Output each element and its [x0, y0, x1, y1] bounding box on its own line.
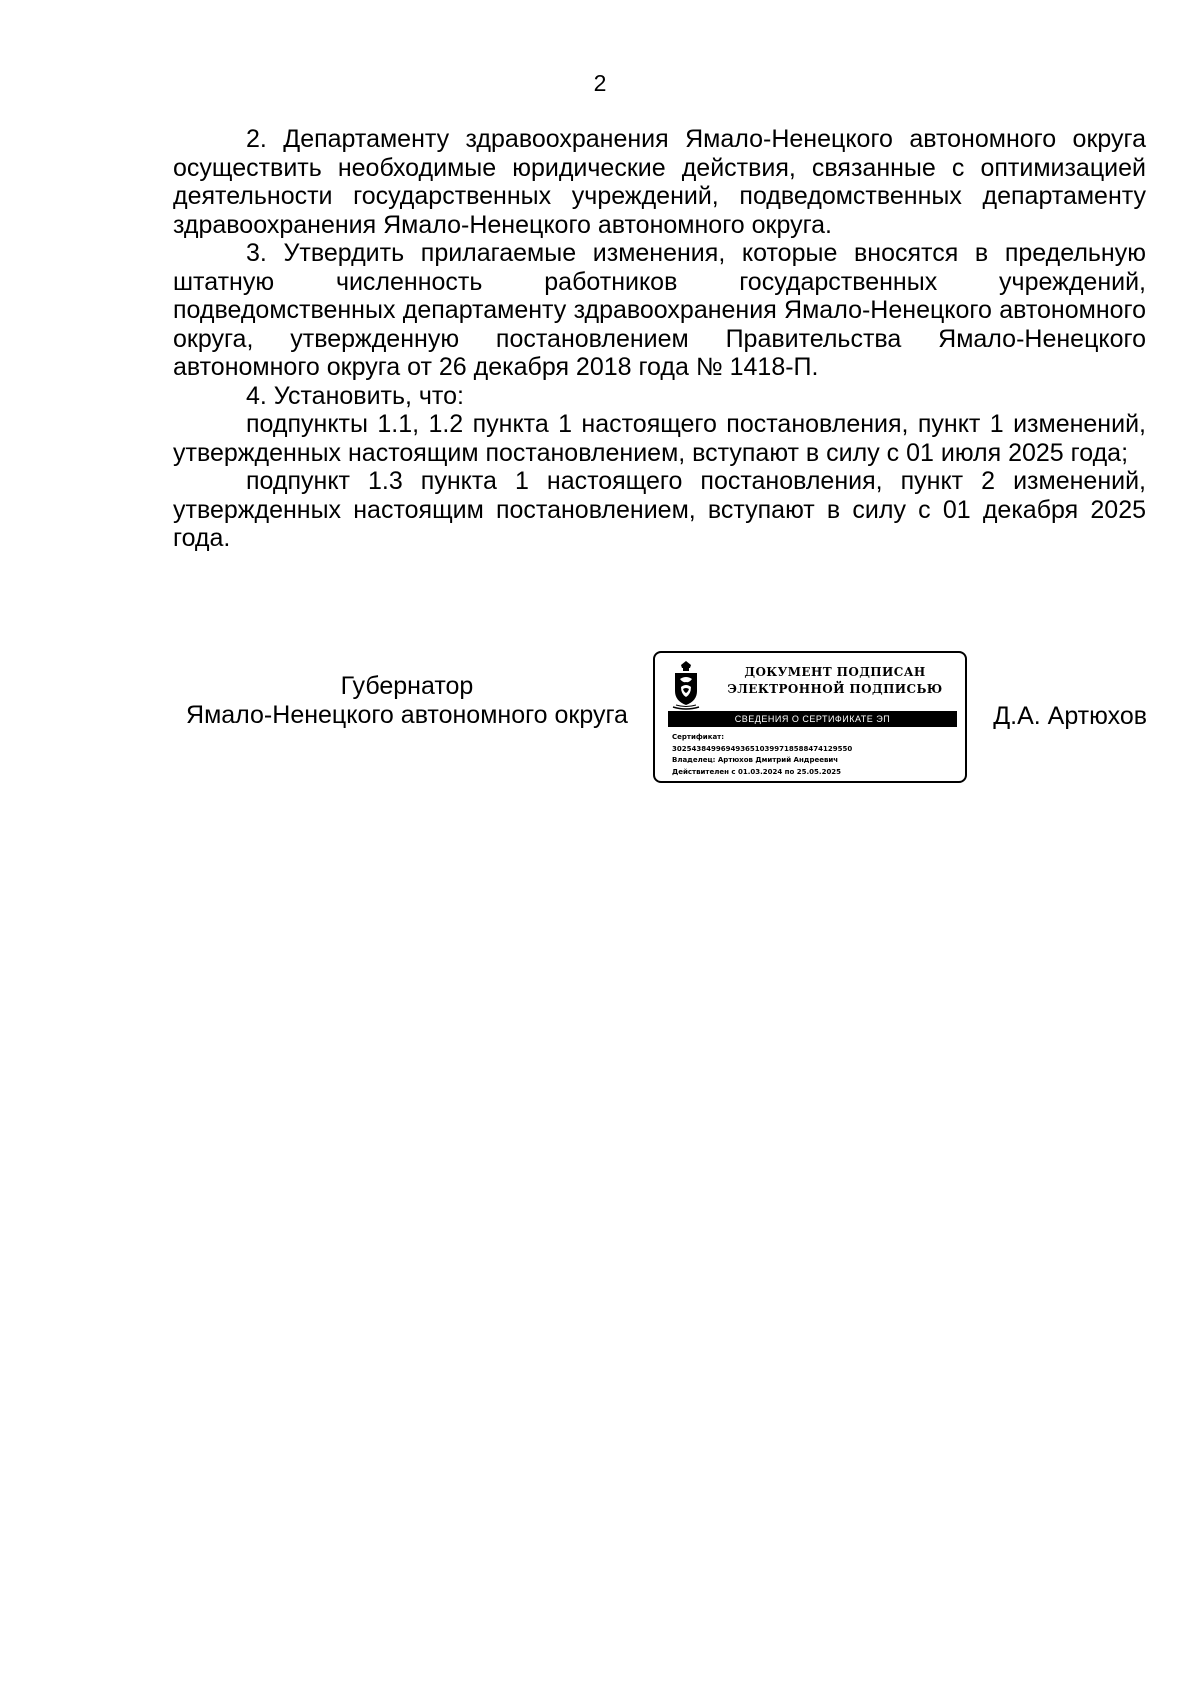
certificate-info-bar: СВЕДЕНИЯ О СЕРТИФИКАТЕ ЭП	[668, 711, 957, 727]
paragraph-4-subpoint-2: подпункт 1.3 пункта 1 настоящего постановления, пункт 2 изменений, утвержденных настоящим постановлением, вступают в силу с 01 декабря 2025 года.	[173, 467, 1146, 552]
stamp-heading-line2: ЭЛЕКТРОННОЙ ПОДПИСЬЮ	[727, 682, 943, 696]
signatory-title-line2: Ямало-Ненецкого автономного округа	[186, 701, 628, 729]
paragraph-4: 4. Установить, что:	[246, 381, 464, 410]
certificate-number: 302543849969493651039971858847412955​0	[672, 744, 853, 753]
signatory-name: Д.А. Артюхов	[993, 702, 1147, 730]
document-body	[173, 125, 1146, 553]
certificate-validity: Действителен с 01.03.2024 по 25.05.2025	[672, 767, 842, 776]
certificate-label: Сертификат:	[672, 733, 725, 741]
signatory-title	[173, 672, 641, 730]
paragraph-2: 2. Департаменту здравоохранения Ямало-Ненецкого автономного округа осуществить необходимые юридические действия, связанные с оптимизацией деятельности государственных учреждений, подведомственных департаменту здравоохранения Ямало-Ненецкого автономного округа.	[173, 125, 1146, 239]
paragraph-3: 3. Утвердить прилагаемые изменения, которые вносятся в предельную штатную численность работников государственных учреждений, подведомственных департаменту здравоохранения Ямало-Ненецкого автономного округа, утвержденную постановлением Правительства Ямало-Ненецкого автономного округа от 26 декабря 2018 года № 1418-П.	[173, 239, 1146, 381]
signatory-title-line1: Губернатор	[340, 672, 474, 700]
stamp-heading-line1: ДОКУМЕНТ ПОДПИСАН	[744, 665, 926, 679]
certificate-details	[672, 732, 852, 778]
page-number: 2	[593, 70, 607, 96]
stamp-heading	[715, 664, 955, 698]
yamal-coat-of-arms-icon	[669, 661, 703, 711]
certificate-owner: Владелец: Артюхов Дмитрий Андреевич	[672, 756, 839, 764]
paragraph-4-subpoint-1: подпункты 1.1, 1.2 пункта 1 настоящего постановления, пункт 1 изменений, утвержденных настоящим постановлением, вступают в силу с 01 июля 2025 года;	[173, 410, 1146, 467]
electronic-signature-stamp	[653, 651, 967, 783]
